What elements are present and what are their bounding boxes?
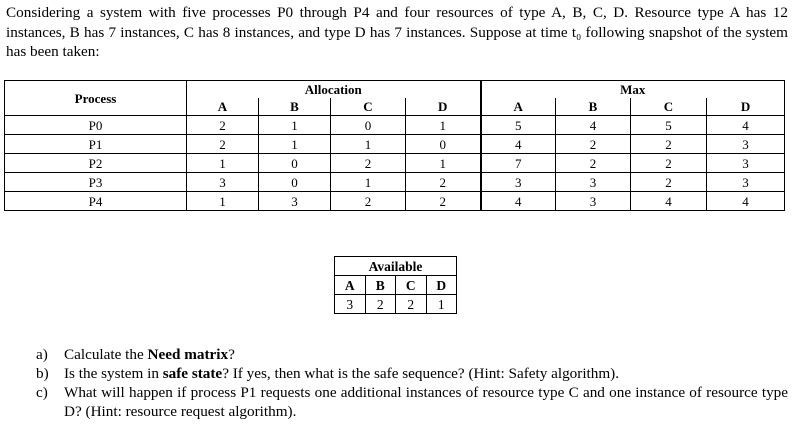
alloc-cell: 0 [259,154,331,173]
alloc-cell: 2 [331,154,406,173]
alloc-cell: 3 [259,192,331,211]
process-name: P4 [5,192,187,211]
avail-col-a: A [335,276,366,295]
max-col-d: D [707,98,785,116]
alloc-cell: 1 [259,135,331,154]
process-name: P1 [5,135,187,154]
snapshot-table [4,80,785,211]
question-list [36,345,788,421]
max-cell: 4 [707,116,785,135]
max-cell: 4 [556,116,631,135]
max-col-a: A [481,98,556,116]
alloc-col-b: B [259,98,331,116]
alloc-cell: 0 [406,135,481,154]
alloc-cell: 1 [331,135,406,154]
question-text: Calculate the Need matrix? [64,346,235,363]
max-header: Max [481,81,785,99]
max-cell: 2 [556,154,631,173]
problem-statement: Considering a system with five processes P0 through P4 and four resources of type A, B, C, D. Resource type A has 12 instances, B has 7 instances, C has 8 instances, and type D has 7 instances. Suppose at time t₀ following snapshot of the system has been taken: [6,4,788,60]
table-row [5,116,785,135]
alloc-cell: 2 [187,135,259,154]
avail-cell: 2 [365,295,396,314]
alloc-cell: 1 [187,192,259,211]
alloc-col-d: D [406,98,481,116]
avail-cell: 1 [426,295,457,314]
avail-col-c: C [396,276,427,295]
alloc-cell: 1 [406,116,481,135]
max-cell: 3 [556,192,631,211]
max-cell: 4 [481,135,556,154]
alloc-cell: 2 [406,173,481,192]
max-cell: 2 [631,135,707,154]
alloc-cell: 3 [187,173,259,192]
max-cell: 3 [707,135,785,154]
max-cell: 4 [631,192,707,211]
alloc-col-a: A [187,98,259,116]
max-cell: 2 [631,173,707,192]
question-label: a) [36,346,48,363]
question-label: c) [36,384,48,401]
alloc-cell: 0 [331,116,406,135]
avail-col-d: D [426,276,457,295]
alloc-cell: 2 [331,192,406,211]
max-cell: 3 [556,173,631,192]
question-label: b) [36,365,49,382]
available-header: Available [335,257,457,276]
alloc-cell: 2 [406,192,481,211]
max-col-b: B [556,98,631,116]
process-name: P0 [5,116,187,135]
alloc-cell: 1 [331,173,406,192]
avail-cell: 2 [396,295,427,314]
table-row [5,154,785,173]
process-name: P2 [5,154,187,173]
alloc-cell: 1 [406,154,481,173]
max-cell: 2 [631,154,707,173]
max-cell: 3 [707,173,785,192]
table-row [5,192,785,211]
alloc-cell: 0 [259,173,331,192]
avail-cell: 3 [335,295,366,314]
available-table [334,256,457,314]
avail-col-b: B [365,276,396,295]
table-row [5,135,785,154]
allocation-header: Allocation [187,81,481,99]
question-text: What will happen if process P1 requests one additional instances of resource type C and one instance of resource type D? (Hint: resource request algorithm). [64,384,788,420]
question-text: Is the system in safe state? If yes, then what is the safe sequence? (Hint: Safety algorithm). [64,365,620,382]
max-cell: 5 [631,116,707,135]
table-row [5,173,785,192]
max-cell: 3 [707,154,785,173]
max-cell: 5 [481,116,556,135]
alloc-cell: 1 [187,154,259,173]
alloc-cell: 1 [259,116,331,135]
max-cell: 3 [481,173,556,192]
alloc-col-c: C [331,98,406,116]
max-col-c: C [631,98,707,116]
process-header: Process [5,81,187,116]
alloc-cell: 2 [187,116,259,135]
max-cell: 4 [481,192,556,211]
max-cell: 7 [481,154,556,173]
max-cell: 4 [707,192,785,211]
question-item [36,383,788,421]
max-cell: 2 [556,135,631,154]
question-item [36,345,788,364]
question-item [36,364,788,383]
process-name: P3 [5,173,187,192]
